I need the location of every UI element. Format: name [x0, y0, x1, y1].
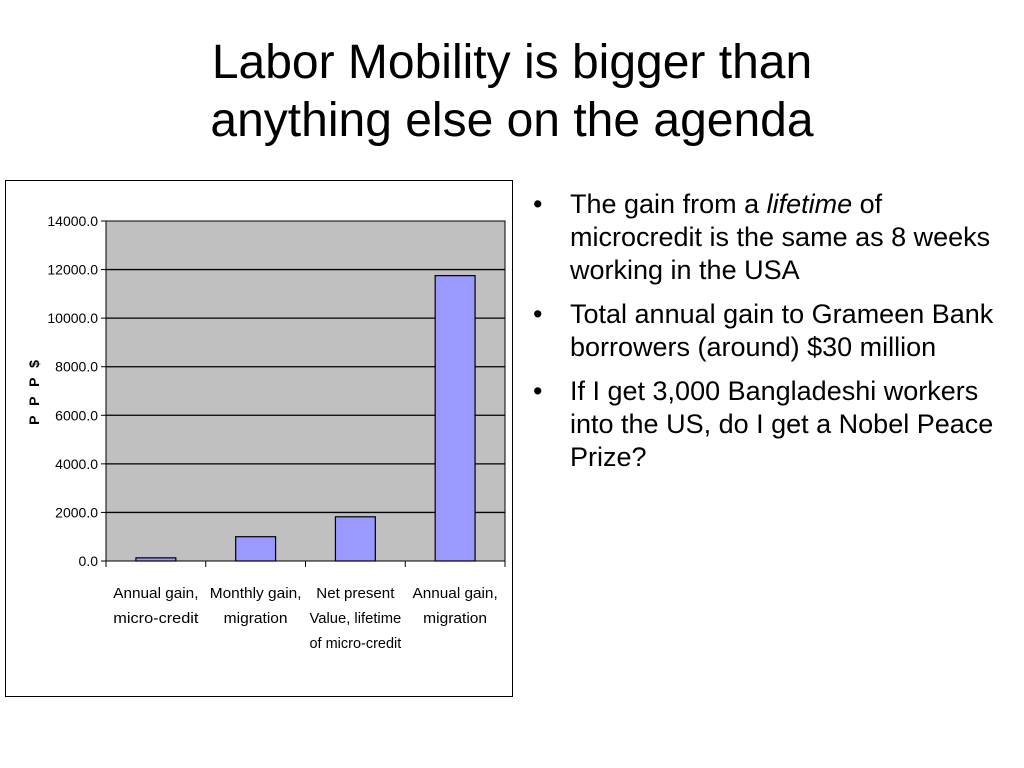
y-tick-label: 12000.0	[47, 261, 98, 278]
x-category-label-line: Net present	[316, 585, 396, 602]
bullet-item	[528, 375, 998, 474]
bullet-text-post: of microcredit is the same as 8 weeks working in the USA	[570, 189, 991, 285]
x-category-label	[413, 585, 498, 627]
y-tick-label: 0.0	[78, 553, 98, 569]
slide-title-line-1: Labor Mobility is bigger than	[211, 36, 813, 89]
bar	[335, 517, 375, 561]
slide-title-line-2: anything else on the agenda	[210, 94, 814, 147]
bullet-item	[528, 298, 998, 364]
bar	[236, 537, 276, 561]
bullet-dot-icon: •	[533, 189, 543, 219]
bullet-text-pre: The gain from a	[570, 189, 767, 219]
y-tick-label: 10000.0	[47, 310, 98, 327]
bar-chart	[6, 181, 514, 698]
x-category-label-line: migration	[423, 610, 488, 627]
x-category-label-line: of micro-credit	[309, 635, 403, 652]
y-tick-label: 2000.0	[55, 504, 98, 521]
y-axis-label: P P P $	[26, 357, 42, 425]
x-category-label	[310, 585, 403, 652]
bullet-dot-icon: •	[533, 299, 543, 329]
slide-title	[40, 34, 984, 150]
bullet-text: Total annual gain to Grameen Bank borrowers (around) $30 million	[570, 299, 994, 362]
bullet-text: If I get 3,000 Bangladeshi workers into the US, do I get a Nobel Peace Prize?	[570, 376, 994, 472]
x-category-label-line: Monthly gain,	[209, 585, 302, 602]
x-category-label	[113, 585, 199, 627]
y-tick-label: 6000.0	[55, 407, 98, 424]
x-category-label-line: Value, lifetime	[309, 610, 402, 627]
bar	[435, 276, 475, 561]
bullet-dot-icon: •	[533, 376, 543, 406]
x-category-label-line: micro-credit	[113, 610, 200, 627]
x-category-label-line: Annual gain,	[412, 585, 498, 602]
x-category-label-line: migration	[223, 610, 288, 627]
bullet-list	[528, 188, 998, 485]
x-category-label	[210, 585, 302, 627]
bar	[136, 558, 176, 561]
y-tick-label: 14000.0	[47, 213, 98, 229]
x-category-label-line: Annual gain,	[113, 585, 199, 602]
bullet-text-italic: lifetime	[766, 189, 853, 219]
y-tick-label: 8000.0	[55, 358, 98, 375]
y-tick-label: 4000.0	[55, 455, 98, 472]
chart-frame	[5, 180, 513, 697]
bullet-item	[528, 188, 998, 287]
